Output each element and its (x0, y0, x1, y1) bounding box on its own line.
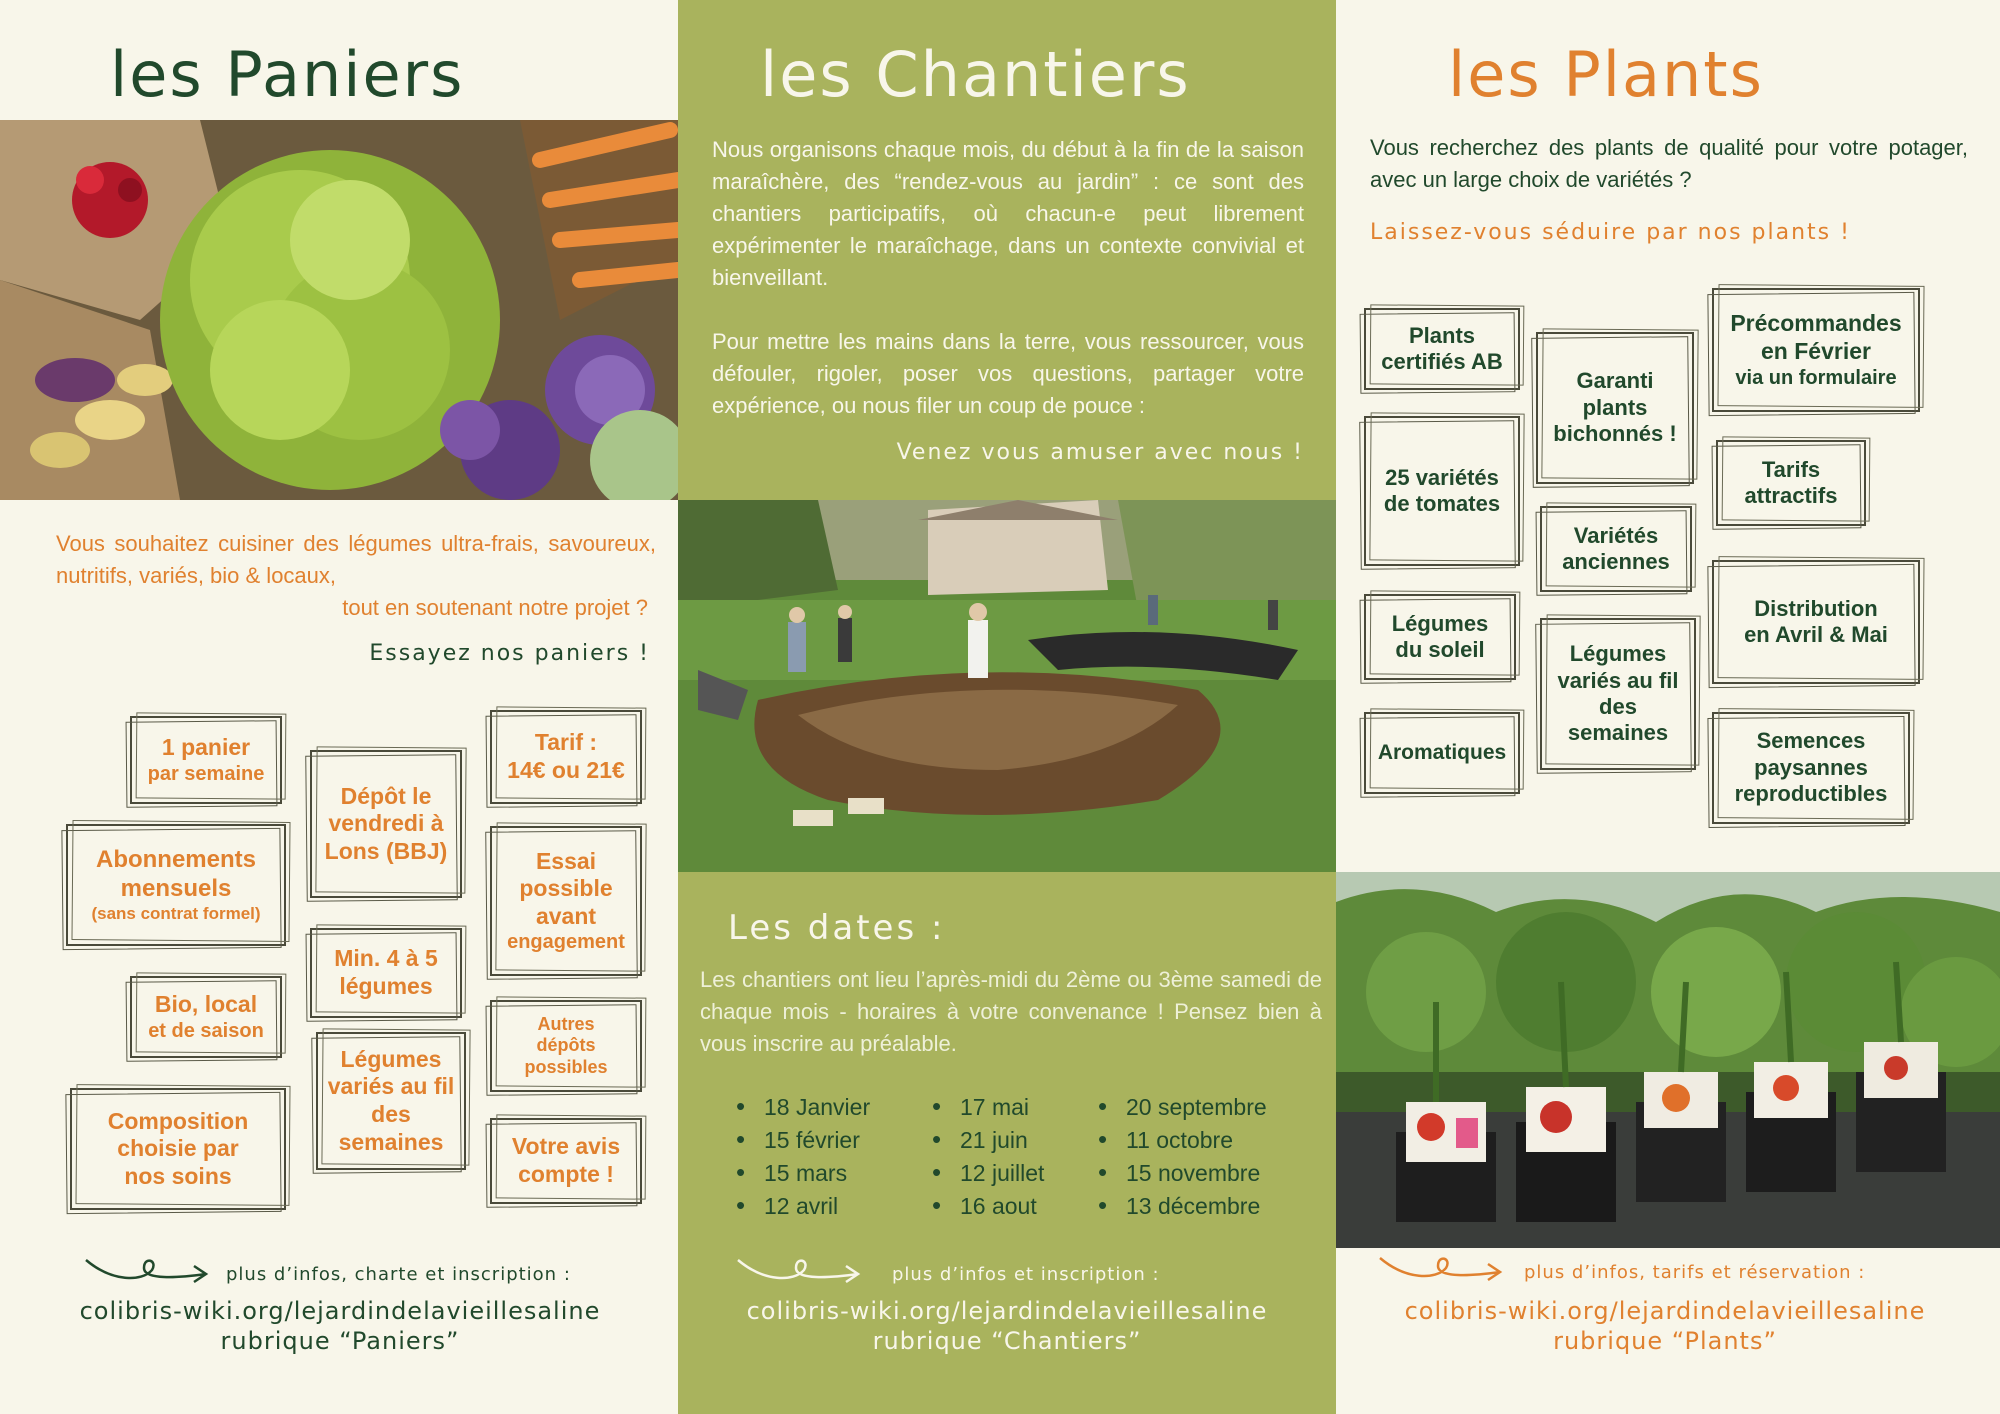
date-item: • 12 avril (736, 1189, 870, 1222)
box-essai-line1: Essai possible avant (519, 847, 613, 929)
box-composition: Composition choisie par nos soins (70, 1088, 286, 1210)
panel-chantiers (678, 0, 1336, 1414)
chantiers-title: les Chantiers (760, 38, 1191, 111)
box-bio-local-line1: Bio, local (154, 991, 258, 1018)
box-precommandes-line1: Précommandes en Février (1730, 310, 1902, 364)
box-min-legumes: Min. 4 à 5 légumes (310, 928, 462, 1018)
dates-title: Les dates : (728, 908, 946, 948)
paniers-title: les Paniers (110, 38, 465, 111)
box-legumes-varies: Légumes variés au fil des semaines (316, 1032, 466, 1170)
dates-intro: Les chantiers ont lieu l’après-midi du 2ème ou 3ème samedi de chaque mois - horaires à votre convenance ! Pensez bien à vous inscrire au préalable. (700, 967, 1322, 1056)
date-item: • 11 octobre (1098, 1123, 1267, 1156)
dates-col3 (1098, 1090, 1267, 1222)
dates-col2 (932, 1090, 1044, 1222)
date-item: • 17 mai (932, 1090, 1044, 1123)
box-garanti: Garanti plants bichonnés ! (1536, 332, 1694, 484)
date-item: • 18 Janvier (736, 1090, 870, 1123)
paniers-footer-url[interactable]: colibris-wiki.org/lejardindelavieillesaline (79, 1297, 601, 1325)
date-item: • 13 décembre (1098, 1189, 1267, 1222)
chantiers-footer-url[interactable]: colibris-wiki.org/lejardindelavieillesaline (746, 1297, 1268, 1325)
chantiers-slogan: Venez vous amuser avec nous ! (896, 440, 1304, 465)
date-item: • 15 février (736, 1123, 870, 1156)
chantiers-footer-label: plus d’infos et inscription : (892, 1264, 1160, 1285)
plants-footer-url[interactable]: colibris-wiki.org/lejardindelavieillesaline (1404, 1297, 1926, 1325)
plants-slogan: Laissez-vous séduire par nos plants ! (1370, 220, 1851, 245)
box-bio-local-line2: et de saison (148, 1019, 264, 1042)
chantiers-para2: Pour mettre les mains dans la terre, vous ressourcer, vous défouler, rigoler, poser vos questions, partager votre expérience, ou nous filer un coup de pouce : (712, 329, 1304, 418)
box-autres-depots: Autres dépôts possibles (490, 1000, 642, 1092)
box-anciennes: Variétés anciennes (1540, 506, 1692, 592)
box-panier-semaine-line2: par semaine (147, 762, 265, 785)
paniers-footer-link[interactable] (20, 1296, 660, 1356)
box-abonnements (66, 824, 286, 946)
date-item: • 20 septembre (1098, 1090, 1267, 1123)
box-abonnements-line2: (sans contrat formel) (91, 903, 261, 923)
plants-footer-rubrique: rubrique “Plants” (1553, 1327, 1777, 1355)
chantiers-para1: Nous organisons chaque mois, du début à la fin de la saison maraîchère, des “rendez-vous au jardin” : ce sont des chantiers participatifs, où chacun-e peut librement expérimenter le maraîchage, dans un contexte convivial et bienveillant. (712, 137, 1304, 290)
date-item: • 21 juin (932, 1123, 1044, 1156)
curly-arrow-icon (734, 1252, 864, 1292)
box-bio-local (130, 976, 282, 1058)
curly-arrow-icon (82, 1252, 212, 1292)
plants-intro: Vous recherchez des plants de qualité pour votre potager, avec un large choix de variétés ? (1370, 135, 1968, 192)
garden-work-photo (678, 500, 1336, 872)
chantiers-footer-link[interactable] (684, 1296, 1330, 1356)
box-panier-semaine-line1: 1 panier (161, 734, 251, 761)
paniers-slogan: Essayez nos paniers ! (369, 641, 650, 666)
dates-col1 (736, 1090, 870, 1222)
date-item: • 12 juillet (932, 1156, 1044, 1189)
box-legumes-varies-plants: Légumes variés au fil des semaines (1540, 618, 1696, 770)
box-aromatiques: Aromatiques (1364, 712, 1520, 794)
box-tomates: 25 variétés de tomates (1364, 416, 1520, 566)
chantiers-footer-rubrique: rubrique “Chantiers” (872, 1327, 1142, 1355)
box-distribution: Distribution en Avril & Mai (1712, 560, 1920, 684)
box-essai (490, 826, 642, 976)
date-item: • 15 mars (736, 1156, 870, 1189)
box-essai-line2: engagement (507, 931, 625, 954)
box-tarif-line1: Tarif : (534, 729, 598, 756)
box-panier-semaine (130, 716, 282, 804)
paniers-footer-rubrique: rubrique “Paniers” (220, 1327, 460, 1355)
paniers-footer-label: plus d’infos, charte et inscription : (226, 1264, 571, 1285)
box-tarif (490, 710, 642, 804)
date-item: • 16 aout (932, 1189, 1044, 1222)
box-depot: Dépôt le vendredi à Lons (BBJ) (310, 750, 462, 898)
curly-arrow-icon (1376, 1250, 1506, 1290)
box-abonnements-line1: Abonnements mensuels (95, 846, 256, 902)
paniers-intro-line2: tout en soutenant notre projet ? (342, 595, 648, 620)
plants-title: les Plants (1448, 38, 1764, 111)
box-certifies: Plants certifiés AB (1364, 308, 1520, 390)
box-semences: Semences paysannes reproductibles (1712, 712, 1910, 824)
box-votre-avis: Votre avis compte ! (490, 1118, 642, 1204)
box-tarif-line2: 14€ ou 21€ (507, 757, 625, 783)
plants-footer-link[interactable] (1340, 1296, 1990, 1356)
tomato-plants-photo (1336, 872, 2000, 1248)
box-soleil: Légumes du soleil (1364, 594, 1516, 680)
box-tarifs: Tarifs attractifs (1716, 440, 1866, 526)
plants-footer-label: plus d’infos, tarifs et réservation : (1524, 1262, 1866, 1283)
box-precommandes (1712, 288, 1920, 412)
date-item: • 15 novembre (1098, 1156, 1267, 1189)
paniers-intro: Vous souhaitez cuisiner des légumes ultra-frais, savoureux, nutritifs, variés, bio & locaux, (56, 531, 656, 588)
vegetables-photo (0, 120, 678, 500)
panel-paniers (0, 0, 678, 1414)
panel-plants (1336, 0, 2000, 1414)
box-precommandes-line2: via un formulaire (1735, 366, 1897, 389)
